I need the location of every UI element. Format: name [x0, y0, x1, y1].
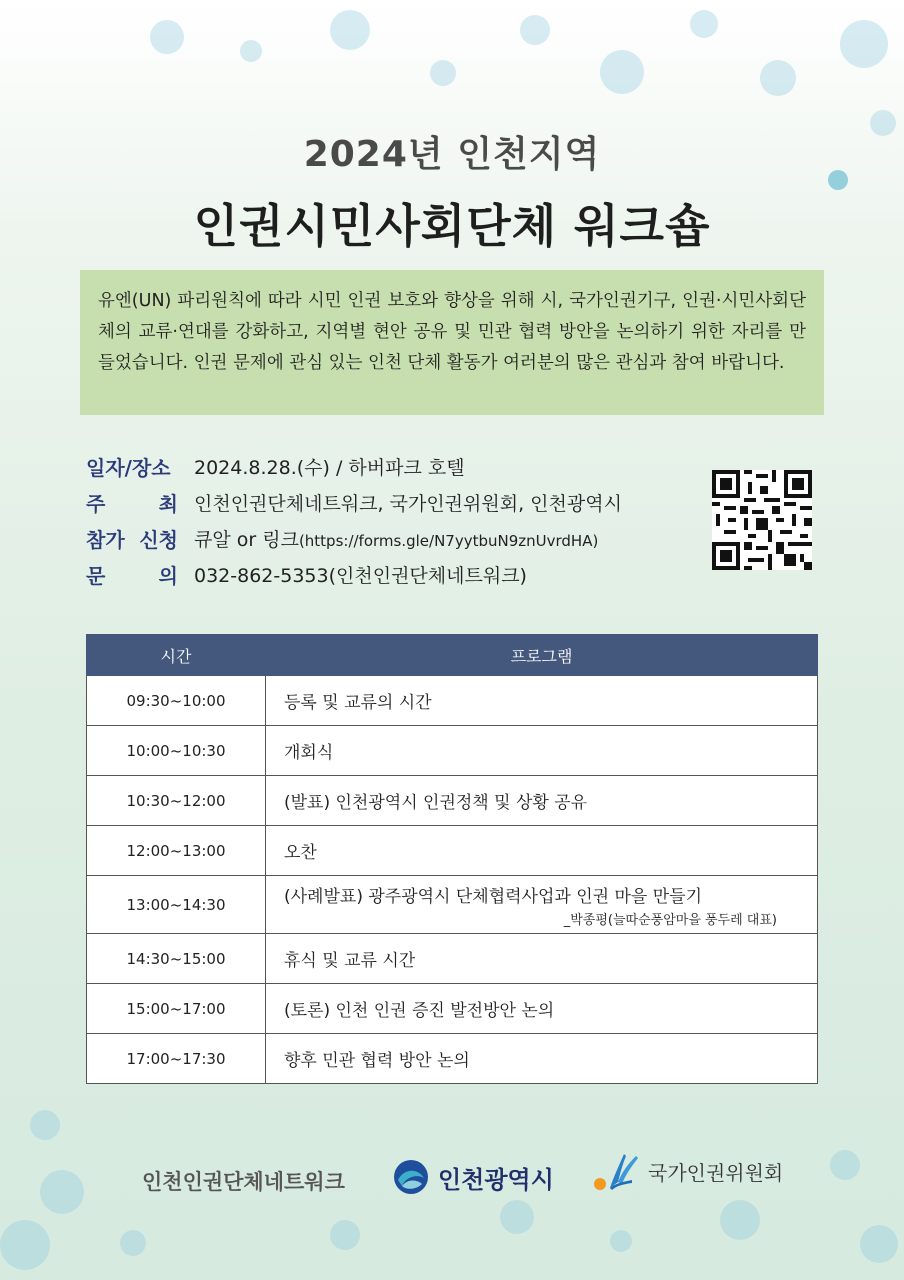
- time-cell: 09:30~10:00: [87, 676, 266, 726]
- program-cell: 휴식 및 교류 시간: [266, 934, 818, 984]
- program-cell: 향후 민관 협력 방안 논의: [266, 1034, 818, 1084]
- info-row-host: [86, 484, 706, 520]
- time-cell: 14:30~15:00: [87, 934, 266, 984]
- info-label: 문 의: [86, 563, 178, 588]
- table-row: [87, 1034, 818, 1084]
- time-cell: 15:00~17:00: [87, 984, 266, 1034]
- info-label: 참가 신청: [86, 527, 178, 552]
- table-row: [87, 726, 818, 776]
- column-header-time: 시간: [87, 635, 266, 676]
- org-name: 인천광역시: [438, 1165, 554, 1194]
- incheon-city-emblem-icon: [392, 1158, 430, 1196]
- info-value: 032-862-5353(인천인권단체네트워크): [194, 564, 527, 587]
- footer-logos: [0, 1140, 904, 1220]
- table-row: [87, 776, 818, 826]
- info-value: 2024.8.28.(수) / 하버파크 호텔: [194, 456, 465, 479]
- table-row: [87, 934, 818, 984]
- program-cell: (발표) 인천광역시 인권정책 및 상황 공유: [266, 776, 818, 826]
- info-label: 일자/장소: [86, 455, 171, 480]
- table-row: [87, 676, 818, 726]
- time-cell: 17:00~17:30: [87, 1034, 266, 1084]
- speaker-note: _박종평(늘따순풍암마을 풍두레 대표): [563, 912, 777, 928]
- program-cell: [266, 876, 818, 934]
- info-label: 주 최: [86, 491, 178, 516]
- org-logo-incheon-city: [392, 1158, 554, 1196]
- program-cell: 등록 및 교류의 시간: [266, 676, 818, 726]
- registration-link[interactable]: (https://forms.gle/N7yytbuN9znUvrdHA): [298, 531, 599, 550]
- time-cell: 13:00~14:30: [87, 876, 266, 934]
- table-row: [87, 826, 818, 876]
- time-cell: 12:00~13:00: [87, 826, 266, 876]
- program-title: (사례발표) 광주광역시 단체협력사업과 인권 마을 만들기: [284, 886, 702, 907]
- nhrck-hand-emblem-icon: [588, 1144, 644, 1200]
- registration-method: 큐알 or 링크: [194, 528, 299, 551]
- event-info: [86, 448, 706, 592]
- program-cell: 오찬: [266, 826, 818, 876]
- table-row: [87, 876, 818, 934]
- table-row: [87, 984, 818, 1034]
- org-name: 국가인권위원회: [648, 1161, 784, 1185]
- program-cell: (토론) 인천 인권 증진 발전방안 논의: [266, 984, 818, 1034]
- info-row-registration: [86, 520, 706, 556]
- qr-code-icon[interactable]: [712, 470, 812, 570]
- org-logo-incheon-hr-network: 인천인권단체네트워크: [142, 1170, 345, 1194]
- info-value: [194, 525, 598, 552]
- schedule-header-row: [87, 635, 818, 676]
- info-row-date-place: [86, 448, 706, 484]
- page-subtitle: 2024년 인천지역: [303, 134, 601, 175]
- column-header-program: 프로그램: [266, 635, 818, 676]
- schedule-table: [86, 634, 818, 1084]
- program-cell: 개회식: [266, 726, 818, 776]
- page-title: 인권시민사회단체 워크숍: [193, 199, 711, 253]
- time-cell: 10:00~10:30: [87, 726, 266, 776]
- info-row-contact: [86, 556, 706, 592]
- time-cell: 10:30~12:00: [87, 776, 266, 826]
- intro-text: 유엔(UN) 파리원칙에 따라 시민 인권 보호와 향상을 위해 시, 국가인권기구, 인권·시민사회단체의 교류·연대를 강화하고, 지역별 현안 공유 및 민관 협력 방안을 논의하기 위한 자리를 만들었습니다. 인권 문제에 관심 있는 인천 단체 활동가 여러분의 많은 관심과 참여 바랍니다.: [80, 270, 824, 415]
- info-value: 인천인권단체네트워크, 국가인권위원회, 인천광역시: [194, 492, 622, 515]
- org-logo-nhrck: [588, 1144, 783, 1200]
